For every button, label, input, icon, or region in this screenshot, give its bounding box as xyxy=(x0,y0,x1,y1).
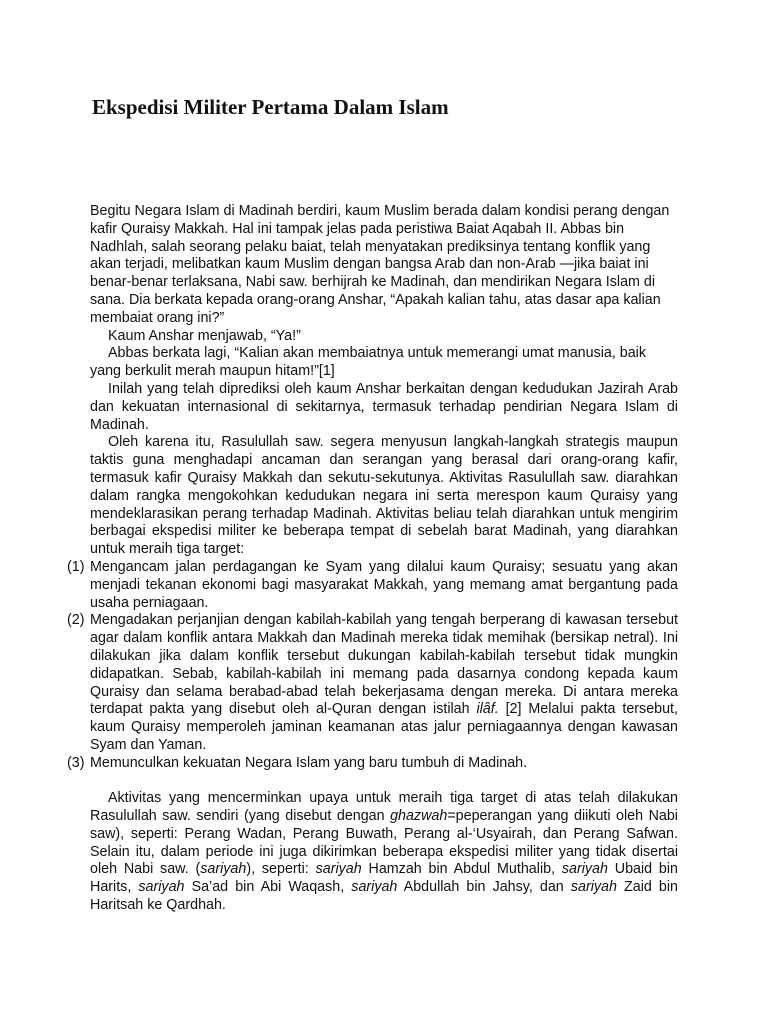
italic-term: sariyah xyxy=(561,861,608,878)
paragraph-1: Begitu Negara Islam di Madinah berdiri, kaum Muslim berada dalam kondisi perang dengan kafir Quraisy Makkah. Hal ini tampak jelas pada peristiwa Baiat Aqabah II. Abbas bin Nadhlah, salah seorang pelaku baiat, telah menyatakan prediksinya tentang konflik yang akan terjadi, melibatkan kaum Muslim dengan bangsa Arab dan non-Arab —jika baiat ini benar-benar terlaksana, Nabi saw. berhijrah ke Madinah, dan mendirikan Negara Islam di sana. Dia berkata kepada orang-orang Anshar, “Apakah kalian tahu, atas dasar apa kalian membaiat orang ini?” xyxy=(90,203,670,326)
list-item xyxy=(67,612,678,754)
text-run: Sa’ad bin Abi Waqash, xyxy=(184,879,352,896)
paragraph-gap xyxy=(90,773,678,791)
italic-term: sariyah xyxy=(351,879,398,896)
italic-term: sariyah xyxy=(570,879,617,896)
text-run: Abdullah bin Jahsy, dan xyxy=(397,879,571,896)
paragraph-3: Abbas berkata lagi, “Kalian akan membaiatnya untuk memerangi umat manusia, baik yang berkulit merah maupun hitam!”[1] xyxy=(90,345,647,380)
paragraph-2: Kaum Anshar menjawab, “Ya!” xyxy=(108,327,301,344)
text-run: Zaid bin Haritsah ke Qardhah. xyxy=(90,879,678,914)
paragraph-5: Oleh karena itu, Rasulullah saw. segera menyusun langkah-langkah strategis maupun taktis guna menghadapi ancaman dan serangan yang berasal dari orang-orang kafir, termasuk kafir Quraisy Makkah dan sekutu-sekutunya. Aktivitas Rasulullah saw. diarahkan dalam rangka mengokohkan kedudukan negara ini serta merespon kaum Quraisy yang mendeklarasikan perang terhadap Madinah. Aktivitas beliau telah diarahkan untuk mengirim berbagai ekspedisi militer ke beberapa tempat di sebelah barat Madinah, yang diarahkan untuk meraih tiga target: xyxy=(90,434,678,558)
list-number: (2) xyxy=(67,612,85,629)
paragraph-4: Inilah yang telah diprediksi oleh kaum Anshar berkaitan dengan kedudukan Jazirah Arab dan kekuatan internasional di sekitarnya, termasuk terhadap pendirian Negara Islam di Madinah. xyxy=(90,380,678,433)
text-run: ), seperti: xyxy=(246,861,316,878)
list-text: Mengancam jalan perdagangan ke Syam yang dilalui kaum Quraisy; sesuatu yang akan menjadi tekanan ekonomi bagi masyarakat Makkah, yang memang amat bergantung pada usaha perniagaan. xyxy=(90,558,678,611)
italic-term: ghazwah xyxy=(390,808,448,825)
text-run: Hamzah bin Abdul Muthalib, xyxy=(361,861,562,878)
target-list xyxy=(67,558,678,773)
italic-term: ilâf. xyxy=(476,701,499,718)
italic-term: sariyah xyxy=(200,861,247,878)
text-run: =peperangan yang diikuti oleh Nabi saw), seperti: Perang Wadan, Perang Buwath, Perang al-‘Usyairah, dan Perang Safwan. Selain itu, dalam periode ini juga dikirimkan beberapa ekspedisi militer yang tidak disertai oleh Nabi saw. ( xyxy=(90,808,678,878)
list-text: [2] Melalui pakta tersebut, kaum Quraisy memperoleh jaminan keamanan atas jalur perniagaannya dengan kawasan Syam dan Yaman. xyxy=(90,701,678,753)
list-item xyxy=(67,558,678,612)
italic-term: sariyah xyxy=(138,879,185,896)
document-body xyxy=(67,203,679,915)
list-text: Mengadakan perjanjian dengan kabilah-kabilah yang tengah berperang di kawasan tersebut agar dalam konflik antara Makkah dan Madinah mereka tidak memihak (bersikap netral). Ini dilakukan jika dalam konflik tersebut dukungan kabilah-kabilah tersebut tidak mungkin didapatkan. Sebab, kabilah-kabilah ini memang pada dasarnya condong kepada kaum Quraisy dan selama berabad-abad telah bekerjasama dengan mereka. Di antara mereka terdapat pakta yang disebut oleh al-Quran dengan istilah xyxy=(90,612,678,718)
text-run: Aktivitas yang mencerminkan upaya untuk meraih tiga target di atas telah dilakukan Rasulullah saw. sendiri (yang disebut dengan xyxy=(90,790,678,825)
list-number: (1) xyxy=(67,558,85,575)
list-text: Memunculkan kekuatan Negara Islam yang baru tumbuh di Madinah. xyxy=(90,754,528,771)
list-item xyxy=(67,754,678,773)
list-number: (3) xyxy=(67,754,85,771)
text-run: Ubaid bin Harits, xyxy=(90,861,679,896)
italic-term: sariyah xyxy=(315,861,362,878)
paragraph-6 xyxy=(90,790,678,915)
document-title: Ekspedisi Militer Pertama Dalam Islam xyxy=(92,95,449,119)
